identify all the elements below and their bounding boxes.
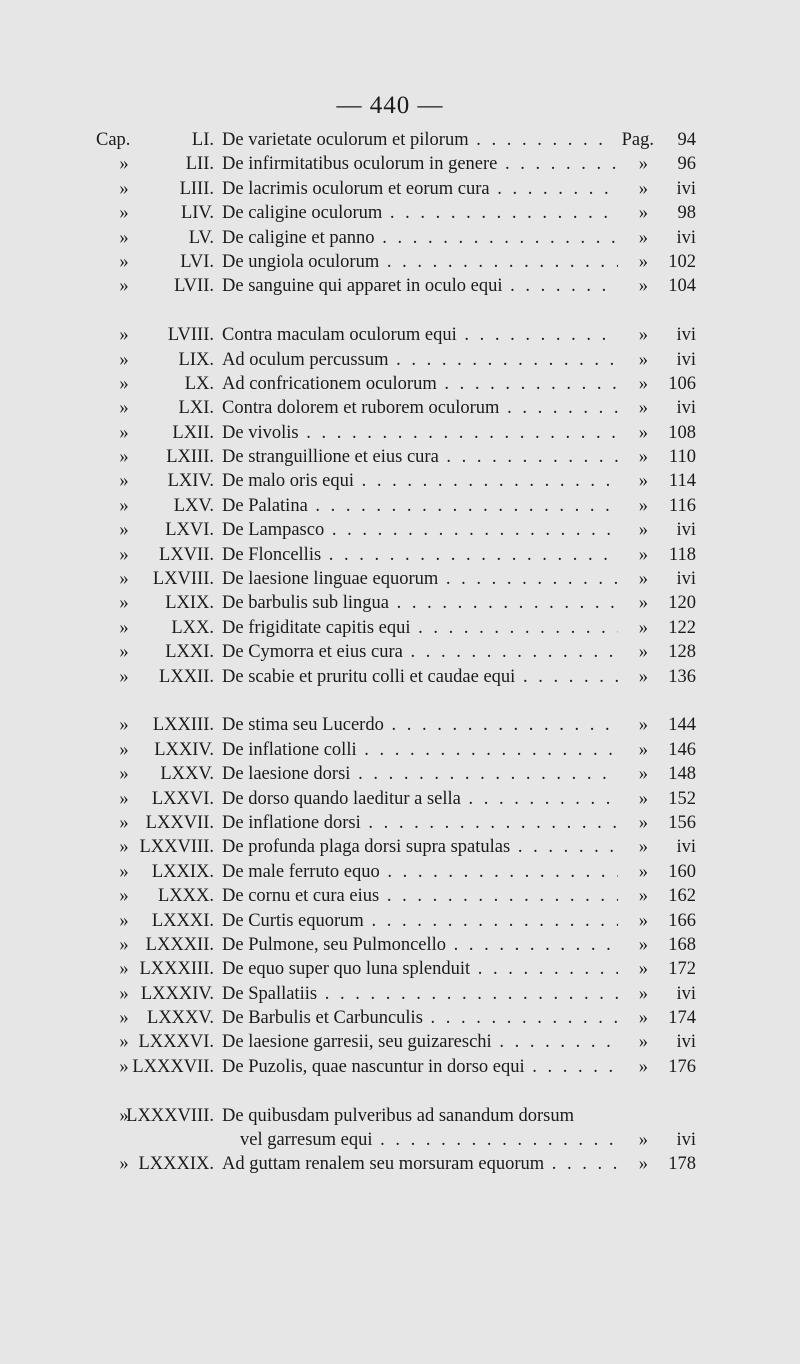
page-ref: 146 xyxy=(668,739,696,760)
ditto-mark: » xyxy=(119,666,129,687)
page-ref: ivi xyxy=(676,983,696,1004)
ditto-mark: » xyxy=(119,447,129,468)
chapter-number: LXVI. xyxy=(165,520,214,541)
chapter-number: LII. xyxy=(185,154,214,175)
chapter-number: LIX. xyxy=(178,349,214,370)
chapter-number: LXX. xyxy=(171,617,214,638)
page-ref: 168 xyxy=(668,934,696,955)
page-ref: ivi xyxy=(676,178,696,199)
chapter-number: LXXII. xyxy=(159,666,214,687)
chapter-title: De scabie et pruritu colli et caudae equi . . . xyxy=(222,665,632,689)
page-ref: ivi xyxy=(676,569,696,590)
pag-label: Pag. xyxy=(614,128,654,152)
chapter-number: LXXXVIII. xyxy=(126,1105,214,1126)
ditto-mark: » xyxy=(618,933,648,957)
ditto-mark: » xyxy=(618,1152,648,1176)
toc-row xyxy=(96,811,702,835)
toc-row xyxy=(96,396,702,420)
chapter-title: De vivolis . . . xyxy=(222,421,632,445)
ditto-mark: » xyxy=(618,177,648,201)
ditto-mark: » xyxy=(618,323,648,347)
ditto-mark: » xyxy=(119,861,129,882)
ditto-mark: » xyxy=(119,983,129,1004)
ditto-mark: » xyxy=(618,909,648,933)
toc-row xyxy=(96,616,702,640)
ditto-mark: » xyxy=(119,227,129,248)
toc-row xyxy=(96,323,702,347)
ditto-mark: » xyxy=(119,1008,129,1029)
chapter-title: Contra maculam oculorum equi . . . xyxy=(222,323,632,347)
chapter-number: LXXIII. xyxy=(152,715,214,736)
chapter-title: De laesione garresii, seu guizareschi . . . xyxy=(222,1030,632,1054)
ditto-mark: » xyxy=(618,201,648,225)
page-ref: 148 xyxy=(668,764,696,785)
ditto-mark: » xyxy=(618,835,648,859)
page-ref: 120 xyxy=(668,593,696,614)
chapter-title: De inflatione dorsi . . . xyxy=(222,811,632,835)
chapter-number: LXXXIV. xyxy=(140,983,214,1004)
chapter-title: De Palatina . . . xyxy=(222,494,632,518)
ditto-mark: » xyxy=(618,469,648,493)
chapter-title: De varietate oculorum et pilorum . . . xyxy=(222,128,632,152)
toc-row xyxy=(96,762,702,786)
page-ref: ivi xyxy=(676,837,696,858)
ditto-mark: » xyxy=(119,959,129,980)
chapter-number: LV. xyxy=(188,227,214,248)
ditto-mark: » xyxy=(119,1032,129,1053)
chapter-number: LVIII. xyxy=(167,325,214,346)
chapter-title: De infirmitatibus oculorum in genere . . . xyxy=(222,152,632,176)
ditto-mark: » xyxy=(618,591,648,615)
chapter-title: De Spallatiis . . . xyxy=(222,982,632,1006)
chapter-number: LXXXVII. xyxy=(132,1056,214,1077)
chapter-number: LXXIX. xyxy=(151,861,214,882)
ditto-mark: » xyxy=(119,617,129,638)
ditto-mark: » xyxy=(119,910,129,931)
chapter-title: De Pulmone, seu Pulmoncello . . . xyxy=(222,933,632,957)
toc-row xyxy=(96,518,702,542)
chapter-number: LIV. xyxy=(180,203,214,224)
ditto-mark: » xyxy=(618,567,648,591)
chapter-number: LXIV. xyxy=(167,471,214,492)
chapter-title: De stima seu Lucerdo . . . xyxy=(222,713,632,737)
page-ref: 114 xyxy=(668,471,696,492)
toc-row xyxy=(96,494,702,518)
chapter-title: De caligine et panno . . . xyxy=(222,226,632,250)
page-ref: 174 xyxy=(668,1008,696,1029)
page-ref: 104 xyxy=(668,276,696,297)
ditto-mark: » xyxy=(618,348,648,372)
chapter-title: De barbulis sub lingua . . . xyxy=(222,591,632,615)
chapter-title: Ad confricationem oculorum . . . xyxy=(222,372,632,396)
chapter-number: LXIX. xyxy=(165,593,214,614)
chapter-number: LXIII. xyxy=(166,447,214,468)
ditto-mark: » xyxy=(618,616,648,640)
page-ref: 172 xyxy=(668,959,696,980)
page-ref: 98 xyxy=(677,203,696,224)
page-ref: 152 xyxy=(668,788,696,809)
chapter-title: Ad guttam renalem seu morsuram equorum . . . xyxy=(222,1152,632,1176)
toc-row xyxy=(96,640,702,664)
ditto-mark: » xyxy=(618,860,648,884)
ditto-mark: » xyxy=(119,569,129,590)
ditto-mark: » xyxy=(618,811,648,835)
toc-row xyxy=(96,713,702,737)
page-ref: 102 xyxy=(668,251,696,272)
page-ref: 118 xyxy=(668,544,696,565)
ditto-mark: » xyxy=(618,884,648,908)
ditto-mark: » xyxy=(119,349,129,370)
toc-row xyxy=(96,860,702,884)
page-ref: ivi xyxy=(676,520,696,541)
ditto-mark: » xyxy=(119,739,129,760)
ditto-mark: » xyxy=(618,738,648,762)
page-ref: ivi xyxy=(676,1032,696,1053)
chapter-title: De Floncellis . . . xyxy=(222,543,632,567)
ditto-mark: » xyxy=(618,445,648,469)
ditto-mark: » xyxy=(119,178,129,199)
chapter-title-continuation: vel garresum equi . . . xyxy=(240,1128,630,1152)
ditto-mark: » xyxy=(119,544,129,565)
toc-row xyxy=(96,226,702,250)
chapter-title: De cornu et cura eius . . . xyxy=(222,884,632,908)
ditto-mark: » xyxy=(119,1105,129,1126)
page-ref: 136 xyxy=(668,666,696,687)
toc-row xyxy=(96,1055,702,1079)
toc-row xyxy=(96,884,702,908)
ditto-mark: » xyxy=(119,203,129,224)
page-ref: 166 xyxy=(668,910,696,931)
ditto-mark: » xyxy=(119,837,129,858)
page-ref: 162 xyxy=(668,886,696,907)
toc-row xyxy=(96,152,702,176)
ditto-mark: » xyxy=(618,372,648,396)
ditto-mark: » xyxy=(119,495,129,516)
chapter-number: LXXXIII. xyxy=(139,959,214,980)
toc-row xyxy=(96,177,702,201)
ditto-mark: » xyxy=(119,886,129,907)
toc-row xyxy=(96,1104,702,1128)
ditto-mark: » xyxy=(618,640,648,664)
toc-row xyxy=(96,250,702,274)
chapter-number: LIII. xyxy=(179,178,214,199)
page-ref: 106 xyxy=(668,373,696,394)
chapter-number: LXXIV. xyxy=(154,739,214,760)
ditto-mark: » xyxy=(618,1030,648,1054)
ditto-mark: » xyxy=(119,325,129,346)
ditto-mark: » xyxy=(119,1154,129,1175)
toc-row xyxy=(96,665,702,689)
chapter-number: LXXI. xyxy=(165,642,214,663)
toc-row xyxy=(96,567,702,591)
toc-row xyxy=(96,835,702,859)
chapter-title: De Cymorra et eius cura . . . xyxy=(222,640,632,664)
cap-label: Cap. xyxy=(96,130,131,150)
page-ref: ivi xyxy=(676,227,696,248)
chapter-number: LXXV. xyxy=(160,764,214,785)
ditto-mark: » xyxy=(119,471,129,492)
ditto-mark: » xyxy=(618,787,648,811)
chapter-title: De inflatione colli . . . xyxy=(222,738,632,762)
chapter-title: De stranguillione et eius cura . . . xyxy=(222,445,632,469)
ditto-mark: » xyxy=(618,543,648,567)
chapter-number: LXXVII. xyxy=(145,812,214,833)
ditto-mark: » xyxy=(618,982,648,1006)
page-ref: ivi xyxy=(676,325,696,346)
ditto-mark: » xyxy=(618,1055,648,1079)
page-ref: 96 xyxy=(677,154,696,175)
toc-row xyxy=(96,982,702,1006)
page-ref: 156 xyxy=(668,812,696,833)
chapter-number: LXVII. xyxy=(159,544,214,565)
chapter-title: De male ferruto equo . . . xyxy=(222,860,632,884)
chapter-title: De sanguine qui apparet in oculo equi . . . xyxy=(222,274,632,298)
page-ref: 108 xyxy=(668,422,696,443)
chapter-title: De ungiola oculorum . . . xyxy=(222,250,632,274)
ditto-mark: » xyxy=(119,154,129,175)
page-number: — 440 — xyxy=(336,92,444,119)
toc-row xyxy=(96,372,702,396)
chapter-title: De dorso quando laeditur a sella . . . xyxy=(222,787,632,811)
chapter-number: LXXXV. xyxy=(147,1008,214,1029)
page-ref: ivi xyxy=(676,349,696,370)
ditto-mark: » xyxy=(119,715,129,736)
chapter-title: De quibusdam pulveribus ad sanandum dorsum xyxy=(222,1105,574,1126)
chapter-title: De lacrimis oculorum et eorum cura . . . xyxy=(222,177,632,201)
ditto-mark: » xyxy=(119,788,129,809)
page-ref: 160 xyxy=(668,861,696,882)
page-ref: 122 xyxy=(668,617,696,638)
ditto-mark: » xyxy=(618,665,648,689)
ditto-mark: » xyxy=(618,762,648,786)
chapter-number: LXXVIII. xyxy=(139,837,214,858)
toc-row xyxy=(96,274,702,298)
chapter-title: De frigiditate capitis equi . . . xyxy=(222,616,632,640)
toc-row xyxy=(96,348,702,372)
toc-row xyxy=(96,445,702,469)
ditto-mark: » xyxy=(618,274,648,298)
page-ref: 116 xyxy=(668,495,696,516)
chapter-number: LXII. xyxy=(172,422,214,443)
chapter-number: LXXXI. xyxy=(151,910,214,931)
chapter-title: De profunda plaga dorsi supra spatulas . . . xyxy=(222,835,632,859)
toc-row xyxy=(96,469,702,493)
toc-row xyxy=(96,1006,702,1030)
toc-row xyxy=(96,128,702,152)
toc-row xyxy=(96,1030,702,1054)
toc-row xyxy=(96,543,702,567)
toc-row-continuation xyxy=(96,1128,702,1152)
page-ref: 110 xyxy=(668,447,696,468)
page-ref: 144 xyxy=(668,715,696,736)
toc-row xyxy=(96,909,702,933)
chapter-number: LXXVI. xyxy=(151,788,214,809)
ditto-mark: » xyxy=(618,250,648,274)
ditto-mark: » xyxy=(618,713,648,737)
page-ref: 128 xyxy=(668,642,696,663)
page-ref: 178 xyxy=(668,1154,696,1175)
ditto-mark: » xyxy=(119,373,129,394)
ditto-mark: » xyxy=(119,1056,129,1077)
chapter-number: LXXX. xyxy=(157,886,214,907)
page-ref: ivi xyxy=(676,398,696,419)
ditto-mark: » xyxy=(119,422,129,443)
chapter-number: LXXXII. xyxy=(145,934,214,955)
ditto-mark: » xyxy=(618,1128,648,1152)
chapter-number: LXI. xyxy=(178,398,214,419)
ditto-mark: » xyxy=(618,396,648,420)
chapter-title: De laesione dorsi . . . xyxy=(222,762,632,786)
chapter-number: LVII. xyxy=(174,276,214,297)
toc-row xyxy=(96,933,702,957)
chapter-title: De caligine oculorum . . . xyxy=(222,201,632,225)
ditto-mark: » xyxy=(618,1006,648,1030)
chapter-number: LXVIII. xyxy=(152,569,214,590)
chapter-title: De Lampasco . . . xyxy=(222,518,632,542)
toc-row xyxy=(96,201,702,225)
ditto-mark: » xyxy=(618,957,648,981)
ditto-mark: » xyxy=(119,276,129,297)
chapter-number: LX. xyxy=(184,373,214,394)
ditto-mark: » xyxy=(119,812,129,833)
ditto-mark: » xyxy=(618,152,648,176)
chapter-title: De Puzolis, quae nascuntur in dorso equi . . . xyxy=(222,1055,632,1079)
ditto-mark: » xyxy=(618,518,648,542)
toc-row xyxy=(96,1152,702,1176)
ditto-mark: » xyxy=(618,421,648,445)
chapter-number: LVI. xyxy=(180,251,214,272)
ditto-mark: » xyxy=(119,398,129,419)
chapter-title: De laesione linguae equorum . . . xyxy=(222,567,632,591)
chapter-number: LXXXIX. xyxy=(138,1154,214,1175)
page-ref: 176 xyxy=(668,1056,696,1077)
ditto-mark: » xyxy=(618,226,648,250)
ditto-mark: » xyxy=(119,520,129,541)
chapter-title: De Curtis equorum . . . xyxy=(222,909,632,933)
chapter-number: LXXXVI. xyxy=(138,1032,214,1053)
ditto-mark: » xyxy=(119,593,129,614)
toc-row xyxy=(96,787,702,811)
toc-row xyxy=(96,421,702,445)
toc-row xyxy=(96,738,702,762)
toc-row xyxy=(96,957,702,981)
table-of-contents xyxy=(96,128,702,1177)
ditto-mark: » xyxy=(618,494,648,518)
chapter-number: LI. xyxy=(191,130,214,150)
page-ref: 94 xyxy=(677,130,696,150)
chapter-title: Ad oculum percussum . . . xyxy=(222,348,632,372)
ditto-mark: » xyxy=(119,934,129,955)
ditto-mark: » xyxy=(119,642,129,663)
chapter-title: De Barbulis et Carbunculis . . . xyxy=(222,1006,632,1030)
toc-row xyxy=(96,591,702,615)
ditto-mark: » xyxy=(119,251,129,272)
chapter-number: LXV. xyxy=(173,495,214,516)
chapter-title: De equo super quo luna splenduit . . . xyxy=(222,957,632,981)
page-ref: ivi xyxy=(676,1130,696,1151)
ditto-mark: » xyxy=(119,764,129,785)
chapter-title: De malo oris equi . . . xyxy=(222,469,632,493)
chapter-title: Contra dolorem et ruborem oculorum . . . xyxy=(222,396,632,420)
